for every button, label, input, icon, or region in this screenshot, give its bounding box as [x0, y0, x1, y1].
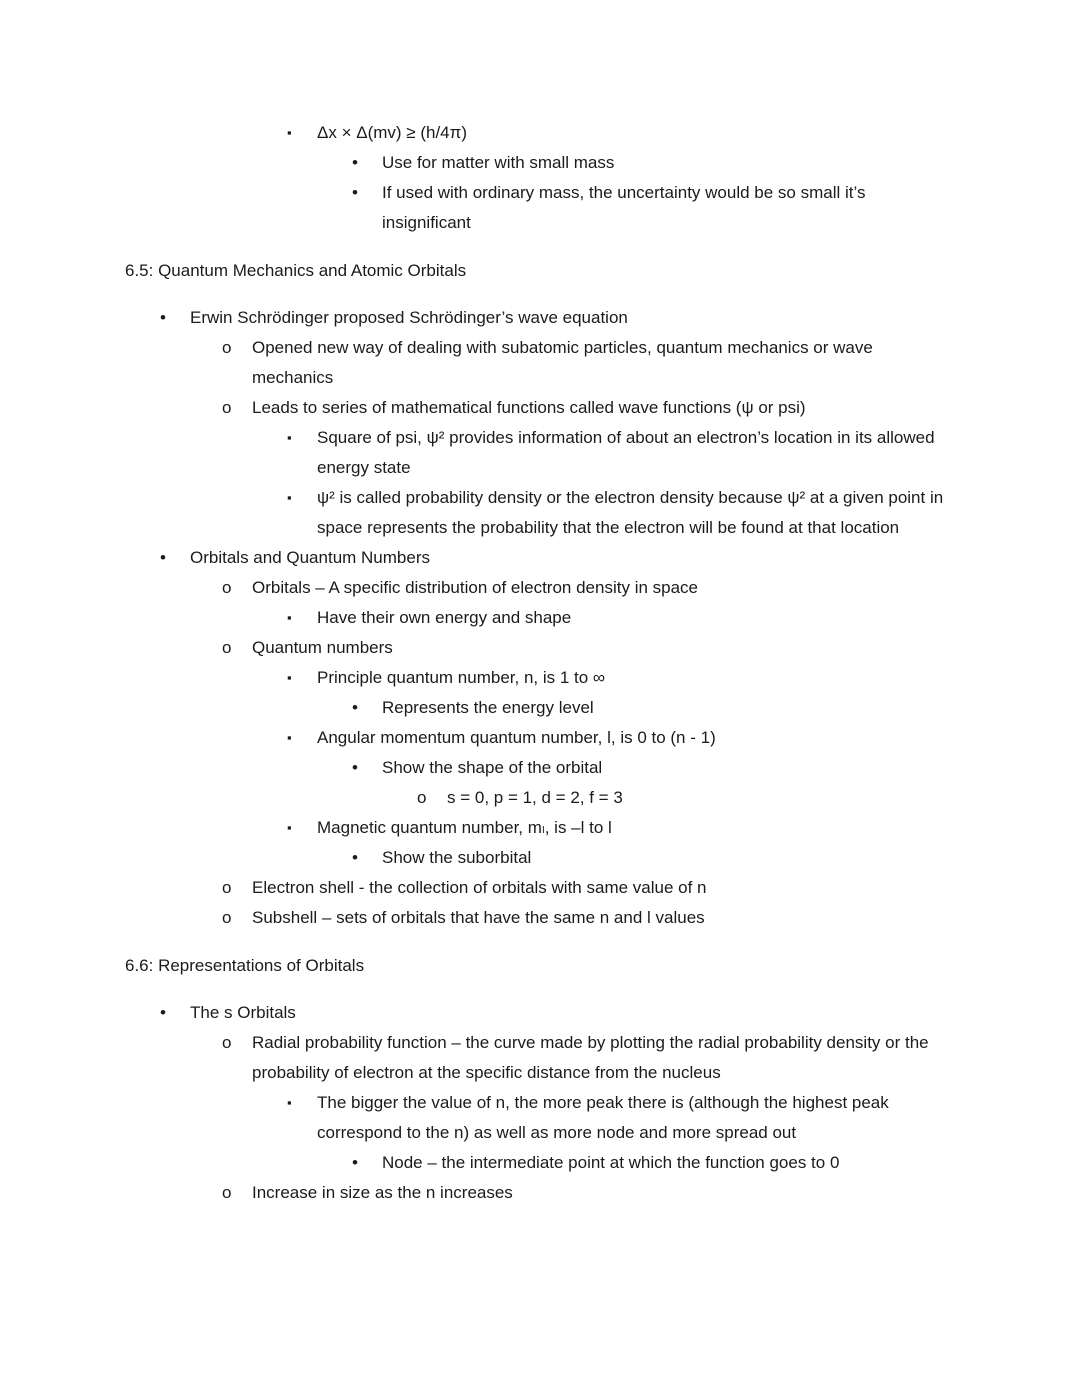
block-text: 6.6: Representations of Orbitals: [125, 956, 365, 975]
bullet-marker: •: [352, 698, 358, 717]
block-text: Leads to series of mathematical functions called wave functions (ψ or psi): [252, 398, 806, 417]
block-text: Quantum numbers: [252, 638, 393, 657]
block-text: Show the shape of the orbital: [382, 758, 603, 777]
block-text: Represents the energy level: [382, 698, 594, 717]
block-text: Magnetic quantum number, mₗ, is –l to l: [317, 818, 612, 837]
bullet-marker: ▪: [287, 820, 292, 835]
bullet-marker: ▪: [287, 730, 292, 745]
block-text: Angular momentum quantum number, l, is 0 to (n - 1): [317, 728, 716, 747]
block-text: Increase in size as the n increases: [252, 1183, 513, 1202]
bullet-marker: o: [222, 878, 232, 897]
block-text: Opened new way of dealing with subatomic particles, quantum mechanics or wave mechanics: [252, 338, 873, 387]
block-text: Have their own energy and shape: [317, 608, 572, 627]
list-item: [0, 118, 950, 148]
block-text: The s Orbitals: [190, 1003, 296, 1022]
bullet-marker: ▪: [287, 430, 292, 445]
list-item: [0, 633, 950, 663]
list-item: [0, 693, 950, 723]
document-content: [0, 118, 950, 1208]
block-text: Principle quantum number, n, is 1 to ∞: [317, 668, 606, 687]
bullet-marker: •: [352, 1153, 358, 1172]
list-item: [0, 603, 950, 633]
bullet-marker: ▪: [287, 125, 292, 140]
block-text: Radial probability function – the curve made by plotting the radial probability density or the probability of electron at the specific distance from the nucleus: [252, 1033, 929, 1082]
block-text: 6.5: Quantum Mechanics and Atomic Orbitals: [125, 261, 467, 280]
list-item: [0, 903, 950, 933]
bullet-marker: ▪: [287, 670, 292, 685]
bullet-marker: •: [352, 848, 358, 867]
list-item: [0, 423, 950, 483]
list-item: [0, 1028, 950, 1088]
block-text: Subshell – sets of orbitals that have the same n and l values: [252, 908, 705, 927]
bullet-marker: o: [222, 338, 232, 357]
bullet-marker: •: [352, 183, 358, 202]
bullet-marker: o: [222, 1183, 232, 1202]
bullet-marker: o: [222, 638, 232, 657]
block-text: s = 0, p = 1, d = 2, f = 3: [447, 788, 623, 807]
block-text: Use for matter with small mass: [382, 153, 615, 172]
bullet-marker: •: [160, 548, 166, 567]
bullet-marker: •: [352, 153, 358, 172]
list-item: [0, 723, 950, 753]
block-text: Electron shell - the collection of orbitals with same value of n: [252, 878, 707, 897]
block-text: Square of psi, ψ² provides information of about an electron’s location in its allowed energy state: [317, 428, 935, 477]
block-text: Orbitals – A specific distribution of electron density in space: [252, 578, 699, 597]
list-item: [0, 998, 950, 1028]
bullet-marker: •: [160, 308, 166, 327]
list-item: [0, 178, 950, 238]
block-text: Orbitals and Quantum Numbers: [190, 548, 430, 567]
block-text: Show the suborbital: [382, 848, 532, 867]
block-text: Erwin Schrödinger proposed Schrödinger’s wave equation: [190, 308, 628, 327]
block-text: Δx × Δ(mv) ≥ (h/4π): [317, 123, 468, 142]
block-text: Node – the intermediate point at which the function goes to 0: [382, 1153, 840, 1172]
block-text: ψ² is called probability density or the electron density because ψ² at a given point in space represents the probability that the electron will be found at that location: [317, 488, 944, 537]
bullet-marker: o: [222, 578, 232, 597]
bullet-marker: o: [222, 908, 232, 927]
bullet-marker: o: [222, 1033, 232, 1052]
list-item: [0, 813, 950, 843]
bullet-marker: •: [160, 1003, 166, 1022]
list-item: [0, 303, 950, 333]
bullet-marker: ▪: [287, 490, 292, 505]
block-text: If used with ordinary mass, the uncertainty would be so small it’s insignificant: [382, 183, 866, 232]
section-heading: [0, 256, 950, 286]
list-item: [0, 1088, 950, 1148]
list-item: [0, 783, 950, 813]
bullet-marker: ▪: [287, 1095, 292, 1110]
list-item: [0, 753, 950, 783]
list-item: [0, 148, 950, 178]
list-item: [0, 483, 950, 543]
section-heading: [0, 951, 950, 981]
list-item: [0, 843, 950, 873]
list-item: [0, 663, 950, 693]
bullet-marker: o: [222, 398, 232, 417]
list-item: [0, 543, 950, 573]
bullet-marker: o: [417, 788, 427, 807]
list-item: [0, 393, 950, 423]
bullet-marker: •: [352, 758, 358, 777]
list-item: [0, 873, 950, 903]
list-item: [0, 1178, 950, 1208]
block-text: The bigger the value of n, the more peak there is (although the highest peak correspond to the n) as well as more node and more spread out: [317, 1093, 889, 1142]
list-item: [0, 333, 950, 393]
list-item: [0, 573, 950, 603]
list-item: [0, 1148, 950, 1178]
bullet-marker: ▪: [287, 610, 292, 625]
